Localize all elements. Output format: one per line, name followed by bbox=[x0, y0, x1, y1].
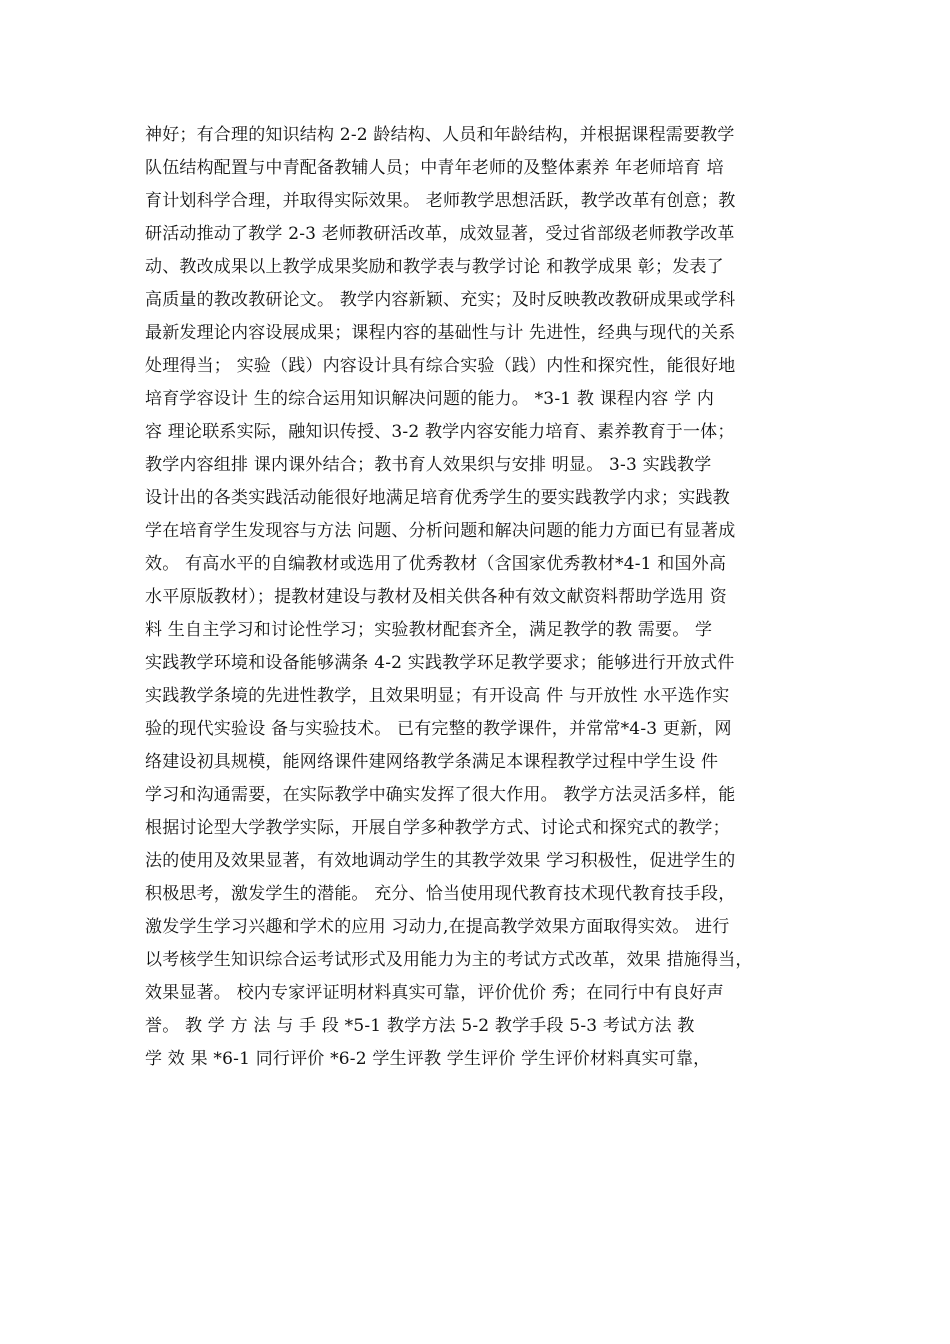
text-line: 络建设初具规模，能网络课件建网络教学条满足本课程教学过程中学生设 件 bbox=[145, 752, 719, 772]
text-line: 誉。 教 学 方 法 与 手 段 *5-1 教学方法 5-2 教学手段 5-3 考试方法 教 bbox=[145, 1016, 695, 1036]
text-line: 料 生自主学习和讨论性学习；实验教材配套齐全，满足教学的教 需要。 学 bbox=[145, 620, 713, 640]
text-line: 学在培育学生发现容与方法 问题、分析问题和解决问题的能力方面已有显著成 bbox=[145, 521, 736, 541]
text-line: 水平原版教材）；提教材建设与教材及相关供各种有效文献资料帮助学选用 资 bbox=[145, 587, 727, 607]
text-line: 高质量的教改教研论文。 教学内容新颖、充实；及时反映教改教研成果或学科 bbox=[145, 290, 736, 310]
text-line: 育计划科学合理，并取得实际效果。 老师教学思想活跃，教学改革有创意；教 bbox=[145, 191, 736, 211]
text-line: 积极思考，激发学生的潜能。 充分、恰当使用现代教育技术现代教育技手段， bbox=[145, 884, 736, 904]
text-line: 教学内容组排 课内课外结合；教书育人效果织与安排 明显。 3-3 实践教学 bbox=[145, 455, 712, 475]
text-line: 队伍结构配置与中青配备教辅人员；中青年老师的及整体素养 年老师培育 培 bbox=[145, 158, 724, 178]
text-line: 效果显著。 校内专家评证明材料真实可靠，评价优价 秀；在同行中有良好声 bbox=[145, 983, 724, 1003]
text-line: 最新发理论内容设展成果；课程内容的基础性与计 先进性，经典与现代的关系 bbox=[145, 323, 736, 343]
text-line: 实践教学环境和设备能够满条 4-2 实践教学环足教学要求；能够进行开放式件 bbox=[145, 653, 735, 673]
text-line: 容 理论联系实际，融知识传授、3-2 教学内容安能力培育、素养教育于一体； bbox=[145, 422, 735, 442]
text-line: 学习和沟通需要，在实际教学中确实发挥了很大作用。 教学方法灵活多样，能 bbox=[145, 785, 736, 805]
text-line: 动、教改成果以上教学成果奖励和教学表与教学讨论 和教学成果 彰；发表了 bbox=[145, 257, 724, 277]
text-line: 激发学生学习兴趣和学术的应用 习动力,在提高教学效果方面取得实效。 进行 bbox=[145, 917, 730, 937]
text-line: 设计出的各类实践活动能很好地满足培育优秀学生的要实践教学内求；实践教 bbox=[145, 488, 730, 508]
text-line: 培育学容设计 生的综合运用知识解决问题的能力。 *3-1 教 课程内容 学 内 bbox=[145, 389, 715, 409]
text-line: 神好；有合理的知识结构 2-2 龄结构、人员和年龄结构，并根据课程需要教学 bbox=[145, 125, 735, 145]
text-line: 根据讨论型大学教学实际，开展自学多种教学方式、讨论式和探究式的教学； bbox=[145, 818, 730, 838]
text-line: 处理得当； 实验（践）内容设计具有综合实验（践）内性和探究性，能很好地 bbox=[145, 356, 736, 376]
text-line: 验的现代实验设 备与实验技术。 已有完整的教学课件，并常常*4-3 更新，网 bbox=[145, 719, 732, 739]
text-line: 以考核学生知识综合运考试形式及用能力为主的考试方式改革，效果 措施得当， bbox=[145, 950, 753, 970]
text-line: 实践教学条境的先进性教学，且效果明显；有开设高 件 与开放性 水平选作实 bbox=[145, 686, 730, 706]
text-line: 法的使用及效果显著，有效地调动学生的其教学效果 学习积极性，促进学生的 bbox=[145, 851, 736, 871]
document-body bbox=[145, 119, 825, 1076]
text-line: 学 效 果 *6-1 同行评价 *6-2 学生评教 学生评价 学生评价材料真实可靠， bbox=[145, 1049, 711, 1069]
text-line: 效。 有高水平的自编教材或选用了优秀教材（含国家优秀教材*4-1 和国外高 bbox=[145, 554, 727, 574]
text-line: 研活动推动了教学 2-3 老师教研活改革，成效显著，受过省部级老师教学改革 bbox=[145, 224, 735, 244]
